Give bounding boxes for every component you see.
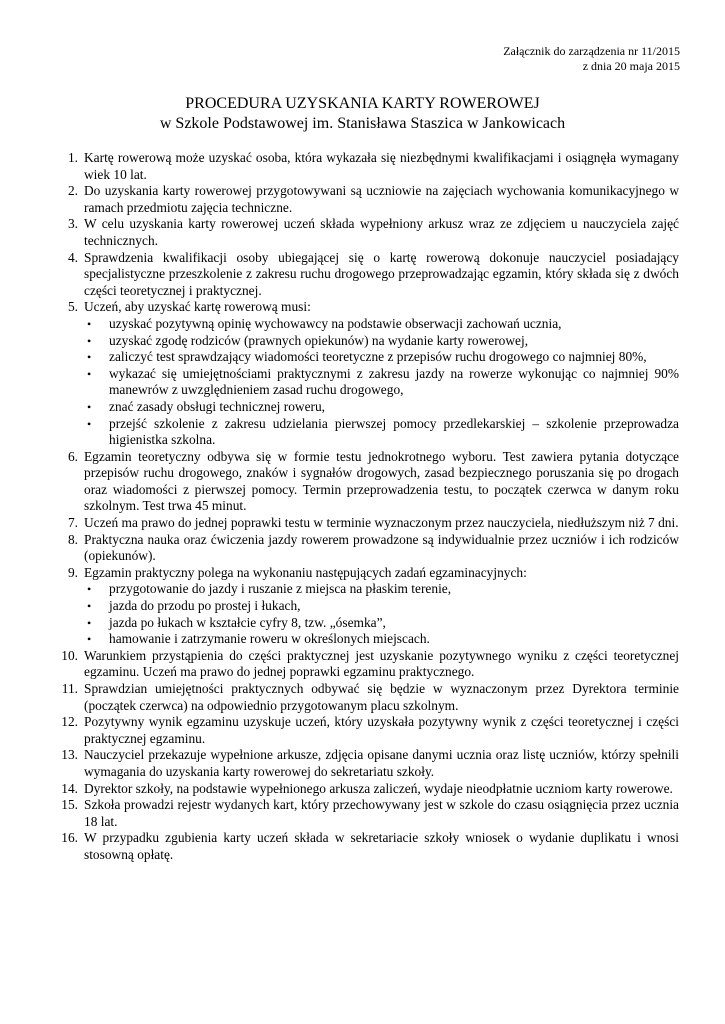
- item-number: 3.: [67, 216, 78, 232]
- sub-list: [84, 316, 679, 449]
- title-line-1: PROCEDURA UZYSKANIA KARTY ROWEROWEJ: [185, 95, 540, 112]
- item-number: 6.: [67, 448, 78, 464]
- procedure-item: [62, 830, 679, 863]
- sub-list-text: jazda po łukach w kształcie cyfry 8, tzw. „ósemka”,: [109, 614, 386, 630]
- procedure-item: [62, 747, 679, 780]
- procedure-item: [62, 250, 679, 300]
- bullet-icon: •: [87, 366, 92, 381]
- item-number: 2.: [67, 183, 78, 199]
- sub-list-item: [84, 316, 679, 333]
- bullet-icon: •: [87, 632, 92, 647]
- sub-list-item: [84, 349, 679, 366]
- item-number: 14.: [61, 780, 78, 796]
- bullet-icon: •: [87, 350, 92, 365]
- sub-list-item: [84, 366, 679, 399]
- item-number: 5.: [67, 299, 78, 315]
- item-text: Szkoła prowadzi rejestr wydanych kart, który przechowywany jest w szkole do czasu osiągnięcia przez ucznia 18 lat.: [84, 797, 679, 829]
- item-number: 10.: [61, 647, 78, 663]
- sub-list-text: zaliczyć test sprawdzający wiadomości teoretyczne z przepisów ruchu drogowego co najmniej 80%,: [109, 349, 647, 365]
- sub-list-text: przygotowanie do jazdy i ruszanie z miejsca na płaskim terenie,: [109, 581, 452, 597]
- bullet-icon: •: [87, 333, 92, 348]
- bullet-icon: •: [87, 582, 92, 597]
- sub-list-item: [84, 333, 679, 350]
- item-number: 16.: [61, 830, 78, 846]
- procedure-item: [62, 299, 679, 448]
- sub-list-text: znać zasady obsługi technicznej roweru,: [109, 398, 326, 414]
- procedure-item: [62, 532, 679, 565]
- annex-line-2: z dnia 20 maja 2015: [582, 59, 680, 73]
- procedure-item: [62, 681, 679, 714]
- annex-note: [503, 44, 680, 74]
- item-text: Uczeń ma prawo do jednej poprawki testu w terminie wyznaczonym przez nauczyciela, niedłuższym niż 7 dni.: [84, 515, 679, 531]
- sub-list-item: [84, 631, 679, 648]
- sub-list-text: przejść szkolenie z zakresu udzielania pierwszej pomocy przedlekarskiej – szkolenie przeprowadza higienistka szkolna.: [109, 415, 679, 448]
- item-number: 1.: [67, 150, 78, 165]
- procedure-list: [62, 150, 679, 864]
- item-number: 13.: [61, 747, 78, 763]
- item-number: 9.: [67, 564, 78, 580]
- sub-list-text: uzyskać zgodę rodziców (prawnych opiekunów) na wydanie karty rowerowej,: [109, 332, 529, 348]
- sub-list-text: uzyskać pozytywną opinię wychowawcy na podstawie obserwacji zachowań ucznia,: [109, 315, 562, 331]
- item-text: Do uzyskania karty rowerowej przygotowywani są uczniowie na zajęciach wychowania komunikacyjnego w ramach przedmiotu zajęcia techniczne.: [84, 183, 679, 215]
- bullet-icon: •: [87, 399, 92, 414]
- document-title: [0, 94, 725, 134]
- procedure-item: [62, 648, 679, 681]
- item-text: Warunkiem przystąpienia do części praktycznej jest uzyskanie pozytywnego wyniku z części teoretycznej egzaminu. Uczeń ma prawo do jednej poprawki egzaminu praktycznego.: [84, 647, 679, 680]
- sub-list-item: [84, 581, 679, 598]
- item-text: W przypadku zgubienia karty uczeń składa w sekretariacie szkoły wniosek o wydanie duplikatu i wnosi stosowną opłatę.: [84, 830, 679, 862]
- procedure-item: [62, 565, 679, 648]
- sub-list-item: [84, 399, 679, 416]
- item-number: 8.: [67, 531, 78, 547]
- item-text: Egzamin teoretyczny odbywa się w formie testu jednokrotnego wyboru. Test zawiera pytania dotyczące przepisów ruchu drogowego, znaków i sygnałów drogowych, zasad bezpiecznego poruszania się po drogach oraz wiadomości z pierwszej pomocy. Termin przeprowadzenia testu, to początek czerwca w danym roku szkolnym. Test trwa 45 minut.: [84, 448, 679, 514]
- item-text: Pozytywny wynik egzaminu uzyskuje uczeń, który uzyskała pozytywny wynik z części teoretycznej i części praktycznej egzaminu.: [84, 714, 679, 746]
- procedure-content: [62, 150, 679, 864]
- item-text: Sprawdzian umiejętności praktycznych odbywać się będzie w wyznaczonym przez Dyrektora terminie (początek czerwca) na odpowiednio przygotowanym placu szkolnym.: [84, 681, 679, 713]
- procedure-item: [62, 781, 679, 798]
- item-text: Uczeń, aby uzyskać kartę rowerową musi:: [84, 299, 311, 315]
- item-number: 7.: [67, 515, 78, 531]
- sub-list-item: [84, 598, 679, 615]
- item-number: 12.: [61, 714, 78, 730]
- item-text: Nauczyciel przekazuje wypełnione arkusze, zdjęcia opisane danymi ucznia oraz listę uczniów, którzy spełnili wymagania do uzyskania karty rowerowej do sekretariatu szkoły.: [84, 747, 679, 779]
- procedure-item: [62, 150, 679, 183]
- bullet-icon: •: [87, 316, 92, 331]
- title-line-2: w Szkole Podstawowej im. Stanisława Staszica w Jankowicach: [159, 115, 566, 132]
- procedure-item: [62, 797, 679, 830]
- sub-list-item: [84, 416, 679, 449]
- procedure-item: [62, 183, 679, 216]
- sub-list-text: jazda do przodu po prostej i łukach,: [109, 598, 301, 614]
- item-number: 11.: [61, 681, 78, 696]
- procedure-item: [62, 515, 679, 532]
- bullet-icon: •: [87, 599, 92, 614]
- procedure-item: [62, 216, 679, 249]
- procedure-item: [62, 714, 679, 747]
- item-text: W celu uzyskania karty rowerowej uczeń składa wypełniony arkusz wraz ze zdjęciem u nauczyciela zajęć technicznych.: [84, 216, 679, 248]
- sub-list-item: [84, 615, 679, 632]
- procedure-item: [62, 449, 679, 515]
- annex-line-1: Załącznik do zarządzenia nr 11/2015: [503, 44, 680, 58]
- item-text: Sprawdzenia kwalifikacji osoby ubiegającej się o kartę rowerową dokonuje nauczyciel posiadający specjalistyczne przeszkolenie z zakresu ruchu drogowego przeprowadzając egzamin, który składa się z dwóch części teoretycznej i praktycznej.: [84, 249, 679, 298]
- bullet-icon: •: [87, 416, 92, 431]
- item-text: Egzamin praktyczny polega na wykonaniu następujących zadań egzaminacyjnych:: [84, 564, 527, 580]
- item-number: 15.: [61, 797, 78, 813]
- item-text: Kartę rowerową może uzyskać osoba, która wykazała się niezbędnymi kwalifikacjami i osiągnęła wymagany wiek 10 lat.: [84, 150, 679, 182]
- item-text: Dyrektor szkoły, na podstawie wypełnionego arkusza zaliczeń, wydaje nieodpłatnie uczniom karty rowerowe.: [84, 780, 673, 796]
- sub-list-text: hamowanie i zatrzymanie roweru w określonych miejscach.: [109, 631, 430, 647]
- sub-list-text: wykazać się umiejętnościami praktycznymi z zakresu jazdy na rowerze wykonując co najmniej 90% manewrów z uwzględnieniem zasad ruchu drogowego,: [109, 365, 679, 398]
- item-text: Praktyczna nauka oraz ćwiczenia jazdy rowerem prowadzone są indywidualnie przez uczniów i ich rodziców (opiekunów).: [84, 531, 679, 564]
- item-number: 4.: [67, 249, 78, 265]
- sub-list: [84, 581, 679, 647]
- bullet-icon: •: [87, 615, 92, 630]
